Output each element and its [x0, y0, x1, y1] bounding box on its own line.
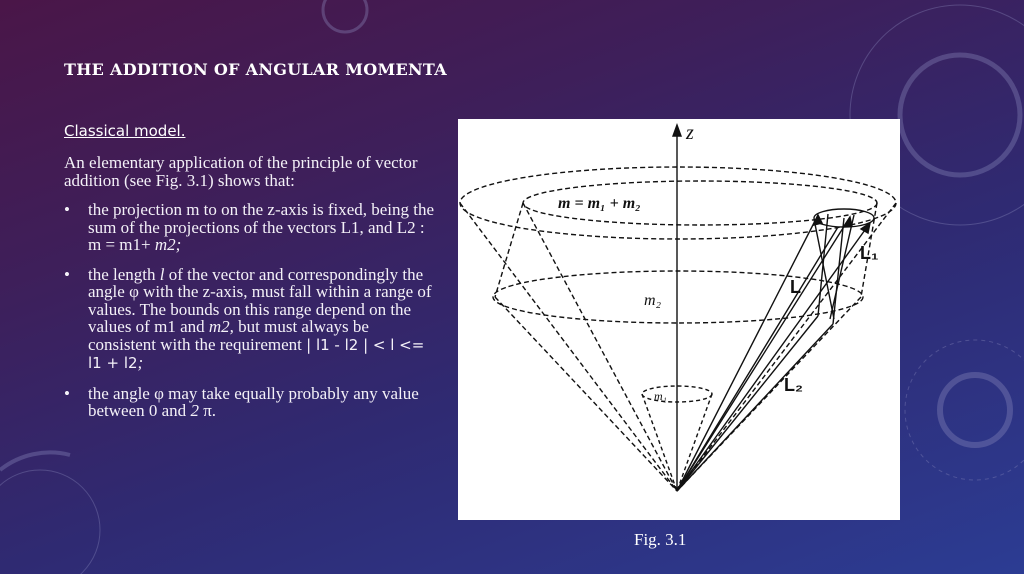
bullet-list [64, 201, 436, 420]
vector-L2-1 [677, 324, 833, 491]
equation-label: m = m₁ + m₂ [558, 195, 641, 212]
L1-label: L₁ [860, 243, 879, 263]
vector-L-2 [677, 227, 838, 491]
m2-cone-left [495, 297, 677, 491]
vector-addition-diagram [458, 119, 900, 520]
z-axis-arrowhead [673, 125, 681, 136]
m1-label: m₁ [654, 389, 667, 403]
m2-ellipse [493, 271, 863, 323]
figure-caption: Fig. 3.1 [634, 530, 687, 549]
vector-L-1 [677, 215, 818, 491]
slide-body [64, 154, 436, 432]
slide-title: THE ADDITION OF ANGULAR MOMENTA [64, 60, 447, 79]
intro-paragraph: An elementary application of the principle of vector addition (see Fig. 3.1) shows that: [64, 153, 418, 190]
slide-subtitle: Classical model. [64, 122, 186, 140]
vector-L2-2 [677, 316, 818, 491]
outer-cone-left [460, 203, 677, 491]
bullet-angle: • the angle φ may take equally probably any value between 0 and 2 π. [64, 385, 436, 420]
bullet-projection: • the projection m to on the z-axis is fixed, being the sum of the projections of the vectors L1, and L2 : m = m1+ m2; [64, 201, 436, 254]
z-axis-label: z [686, 122, 694, 144]
bullet-length: • the length l of the vector and correspondingly the angle φ with the z-axis, must fall within a range of values. The bounds on this range depend on the values of m1 and m2, but must always be consistent with the requirement | l1 - l2 | < l <= l1 + l2; [64, 266, 436, 373]
L-label: L [790, 277, 801, 297]
inner-cone-left [523, 203, 677, 491]
L2-label: L₂ [784, 375, 803, 395]
vector-L-4 [677, 223, 870, 491]
m2-label: m₂ [644, 292, 662, 309]
figure-3-1 [458, 119, 900, 520]
outer-ellipse [460, 167, 896, 239]
